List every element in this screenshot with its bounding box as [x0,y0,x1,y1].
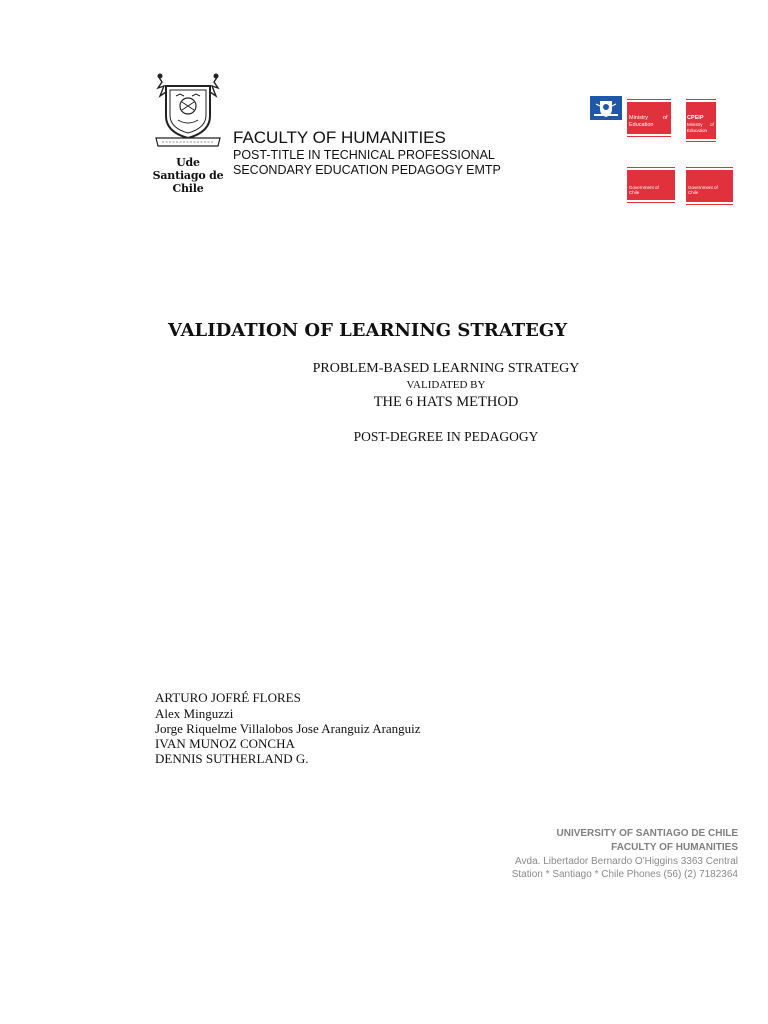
faculty-subtitle: SECONDARY EDUCATION PEDAGOGY EMTP [233,163,501,177]
logo-text: Ministry [629,115,648,121]
crest-caption-line: Ude [176,156,200,169]
logo-text: Education [629,122,654,128]
subtitle-method: THE 6 HATS METHOD [373,394,519,410]
author-name: DENNIS SUTHERLAND G. [155,751,309,766]
logo-text: Chile [629,190,640,195]
subtitle-validated-by: VALIDATED BY [406,379,486,391]
cpeip-logo [686,102,716,139]
footer-university: UNIVERSITY OF SANTIAGO DE CHILE [556,828,738,839]
logo-text: of [710,122,714,127]
footer-faculty: FACULTY OF HUMANITIES [611,842,738,853]
government-shield-logo [590,96,622,120]
government-chile-logo [627,170,675,200]
government-chile-logo [686,170,733,202]
logo-text: Chile [688,190,699,195]
logo-text: Ministry [687,122,703,127]
crest-caption-line: Chile [172,182,204,195]
author-name: IVAN MUNOZ CONCHA [155,736,295,751]
logo-text: CPEIP [687,115,704,121]
faculty-subtitle: POST-TITLE IN TECHNICAL PROFESSIONAL [233,148,495,162]
subtitle-strategy: PROBLEM-BASED LEARNING STRATEGY [312,361,580,376]
author-name: Alex Minguzzi [155,706,234,721]
author-name: ARTURO JOFRÉ FLORES [155,690,301,705]
document-title: VALIDATION OF LEARNING STRATEGY [168,320,568,341]
footer-address: Station * Santiago * Chile Phones (56) (2) 7182364 [511,869,738,880]
subtitle-degree: POST-DEGREE IN PEDAGOGY [353,429,539,444]
logo-text: Government of [629,185,659,190]
university-crest-logo [152,72,224,152]
crest-caption-line: Santiago de [152,169,224,182]
logo-text: of [663,115,668,121]
ministry-education-logo [627,102,671,134]
logo-text: Government of [688,185,718,190]
logo-text: Education [687,128,708,133]
author-name: Jorge Riquelme Villalobos Jose Aranguiz Aranguiz [155,721,421,736]
footer-address: Avda. Libertador Bernardo O'Higgins 3363 Central [515,856,738,867]
faculty-title: FACULTY OF HUMANITIES [233,128,446,147]
